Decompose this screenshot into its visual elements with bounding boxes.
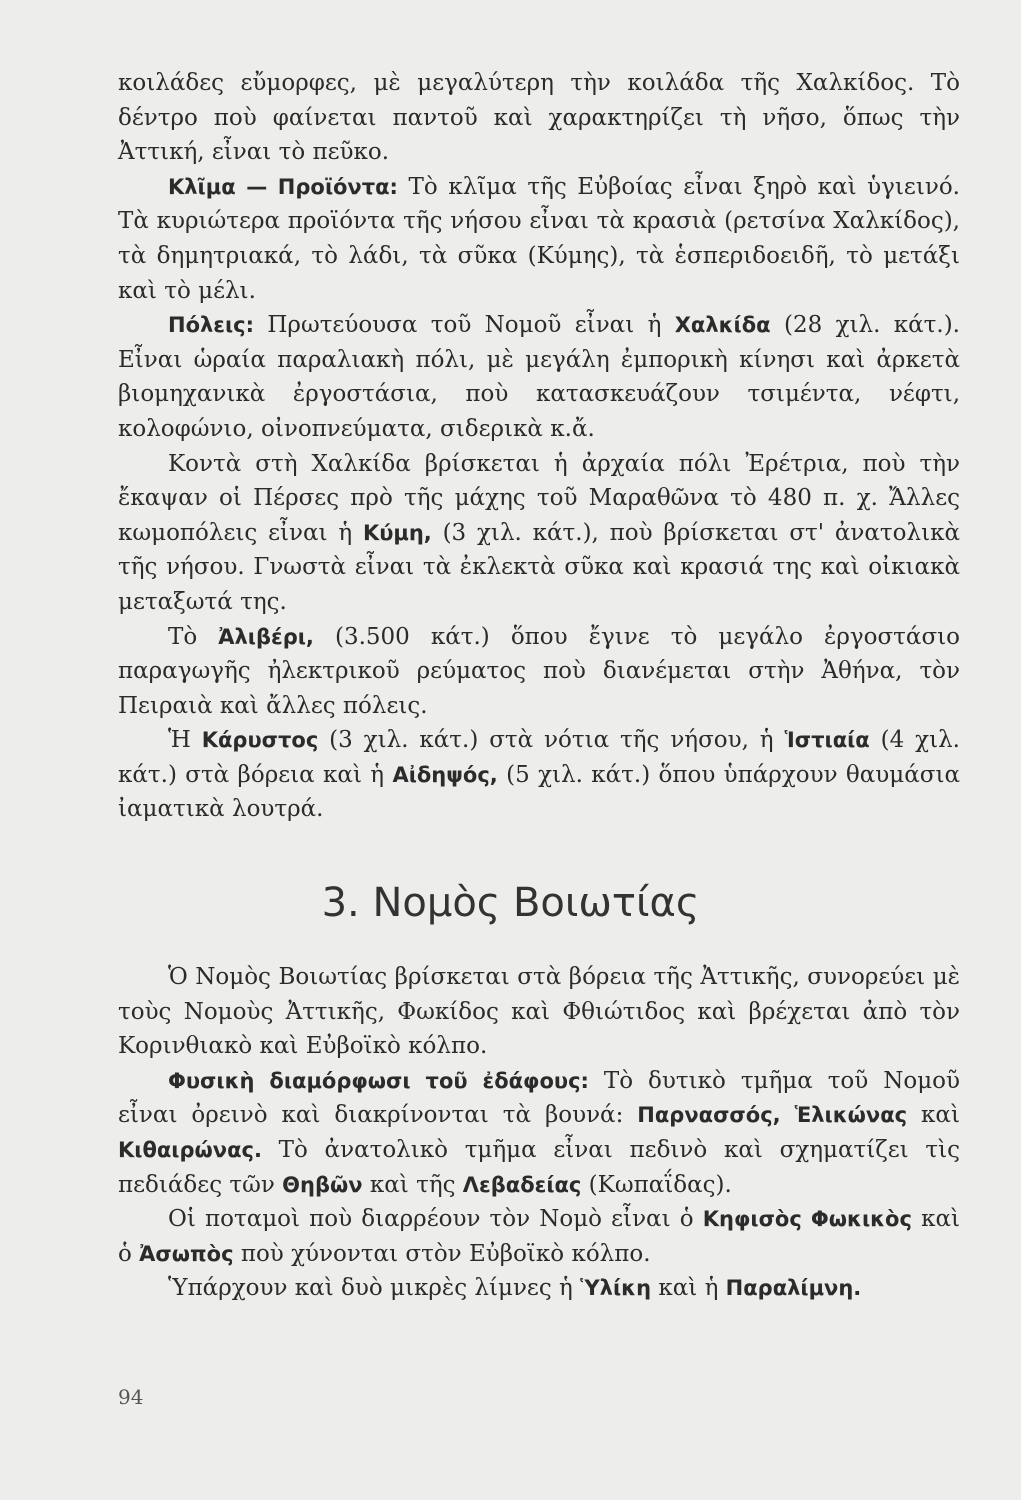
paragraph-karystos: [118, 723, 960, 827]
paragraph-aliveri: [118, 620, 960, 724]
paragraph-lakes: [118, 1271, 960, 1306]
text-span: Οἱ ποταμοὶ ποὺ διαρρέουν τὸν Νομὸ εἶναι ὁ: [168, 1206, 703, 1233]
paragraph-boeotia-intro: Ὁ Νομὸς Βοιωτίας βρίσκεται στὰ βόρεια τῆς Ἀττικῆς, συνορεύει μὲ τοὺς Νομοὺς Ἀττικῆς, Φωκίδος καὶ Φθιώτιδος καὶ βρέχεται ἀπὸ τὸν Κορινθιακὸ καὶ Εὐβοϊκὸ κόλπο.: [118, 964, 960, 1060]
paragraph-climate: [118, 170, 960, 308]
place-karystos: Κάρυστος: [201, 728, 319, 753]
boeotia-text: [118, 960, 960, 1306]
text-span: Τὸ δυτικὸ τμῆμα τοῦ Νομοῦ εἶναι ὀρεινὸ καὶ διακρίνονται τὰ βουνά:: [118, 1067, 960, 1129]
text-span: ποὺ χύνονται στὸν Εὐβοϊκὸ κόλπο.: [233, 1240, 651, 1267]
euboea-text: [118, 66, 960, 827]
heading-cities: Πόλεις:: [168, 313, 255, 338]
text-span: Ὑπάρχουν καὶ δυὸ μικρὲς λίμνες ἡ: [168, 1275, 581, 1302]
place-kymi: Κύμη,: [362, 520, 432, 545]
text-span: (3 χιλ. κάτ.), ποὺ βρίσκεται στ' ἀνατολικὰ τῆς νήσου. Γνωστὰ εἶναι τὰ ἐκλεκτὰ σῦκα καὶ κρασιά της καὶ οἰκιακὰ μεταξωτά της.: [118, 519, 960, 615]
text-span: Τὸ ἀνατολικὸ τμῆμα εἶναι πεδινὸ καὶ σχηματίζει τὶς πεδιάδες τῶν: [118, 1136, 960, 1198]
text-span: Τὸ κλῖμα τῆς Εὐβοίας εἶναι ξηρὸ καὶ ὑγιεινό. Τὰ κυριώτερα προϊόντα τῆς νήσου εἶναι τὰ κρασιὰ (ρετσίνα Χαλκίδος), τὰ δημητριακά, τὸ λάδι, τὰ σῦκα (Κύμης), τὰ ἑσπεριδοειδῆ, τὸ μετάξι καὶ τὸ μέλι.: [118, 173, 960, 304]
text-span: Ἡ: [168, 727, 202, 754]
text-span: Πρωτεύουσα τοῦ Νομοῦ εἶναι ἡ: [254, 312, 675, 339]
place-chalkida: Χαλκίδα: [674, 313, 771, 338]
text-span: Κοντὰ στὴ Χαλκίδα βρίσκεται ἡ ἀρχαία πόλι Ἐρέτρια, ποὺ τὴν ἔκαψαν οἱ Πέρσες πρὸ τῆς μάχης τοῦ Μαραθῶνα τὸ 480 π. χ. Ἄλλες κωμοπόλεις εἶναι ἡ: [118, 450, 960, 546]
river-asopos: Ἀσωπὸς: [139, 1241, 234, 1266]
place-istiaia: Ἱστιαία: [784, 728, 870, 753]
text-span: καὶ: [907, 1102, 960, 1129]
paragraph-landscape: κοιλάδες εὔμορφες, μὲ μεγαλύτερη τὴν κοιλάδα τῆς Χαλκίδος. Τὸ δέντρο ποὺ φαίνεται παντοῦ καὶ χαρακτηρίζει τὴ νῆσο, ὅπως τὴν Ἀττική, εἶναι τὸ πεῦκο.: [118, 70, 960, 166]
section-title: 3. Νομὸς Βοιωτίας: [321, 880, 700, 926]
place-aidipsos: Αἰδηψός,: [392, 762, 498, 787]
text-span: καὶ ἡ: [651, 1275, 726, 1302]
place-thebes: Θηβῶν: [282, 1172, 363, 1197]
text-span: Τὸ: [168, 623, 219, 650]
text-span: καὶ τῆς: [362, 1171, 463, 1198]
heading-climate: Κλῖμα — Προϊόντα:: [168, 174, 398, 199]
lake-yliki: Ὑλίκη: [580, 1276, 652, 1301]
lake-paralimni: Παραλίμνη.: [725, 1276, 862, 1301]
text-span: (Κωπαΐδας).: [581, 1171, 732, 1198]
text-span: (5 χιλ. κάτ.) ὅπου ὑπάρχουν θαυμάσια ἰαματικὰ λουτρά.: [118, 761, 960, 823]
text-span: (28 χιλ. κάτ.). Εἶναι ὡραία παραλιακὴ πόλι, μὲ μεγάλη ἐμπορικὴ κίνησι καὶ ἀρκετὰ βιομηχανικὰ ἐργοστάσια, ποὺ κατασκευάζουν τσιμέντα, νέφτι, κολοφώνιο, οἰνοπνεύματα, σιδερικὰ κ.ἄ.: [118, 312, 960, 442]
river-kifisos: Κηφισὸς Φωκικὸς: [702, 1207, 912, 1232]
text-span: (4 χιλ. κάτ.) στὰ βόρεια καὶ ἡ: [118, 727, 960, 788]
paragraph-rivers: [118, 1202, 960, 1271]
paragraph-cities: [118, 308, 960, 446]
page-number: 94: [118, 1385, 144, 1409]
text-span: (3.500 κάτ.) ὅπου ἔγινε τὸ μεγάλο ἐργοστάσιο παραγωγῆς ἠλεκτρικοῦ ρεύματος ποὺ διανέμεται στὴν Ἀθήνα, τὸν Πειραιὰ καὶ ἄλλες πόλεις.: [118, 623, 961, 719]
mountain-kithaironas: Κιθαιρώνας.: [118, 1137, 262, 1162]
paragraph-terrain: [118, 1064, 960, 1202]
heading-terrain: Φυσικὴ διαμόρφωσι τοῦ ἐδάφους:: [168, 1068, 589, 1093]
place-levadeia: Λεβαδείας: [462, 1172, 582, 1197]
text-span: (3 χιλ. κάτ.) στὰ νότια τῆς νήσου, ἡ: [318, 727, 785, 754]
mountains: Παρνασσός, Ἑλικώνας: [637, 1103, 908, 1128]
text-span: καὶ ὁ: [118, 1206, 960, 1267]
paragraph-eretria: [118, 447, 960, 620]
place-aliveri: Ἀλιβέρι,: [218, 624, 314, 649]
